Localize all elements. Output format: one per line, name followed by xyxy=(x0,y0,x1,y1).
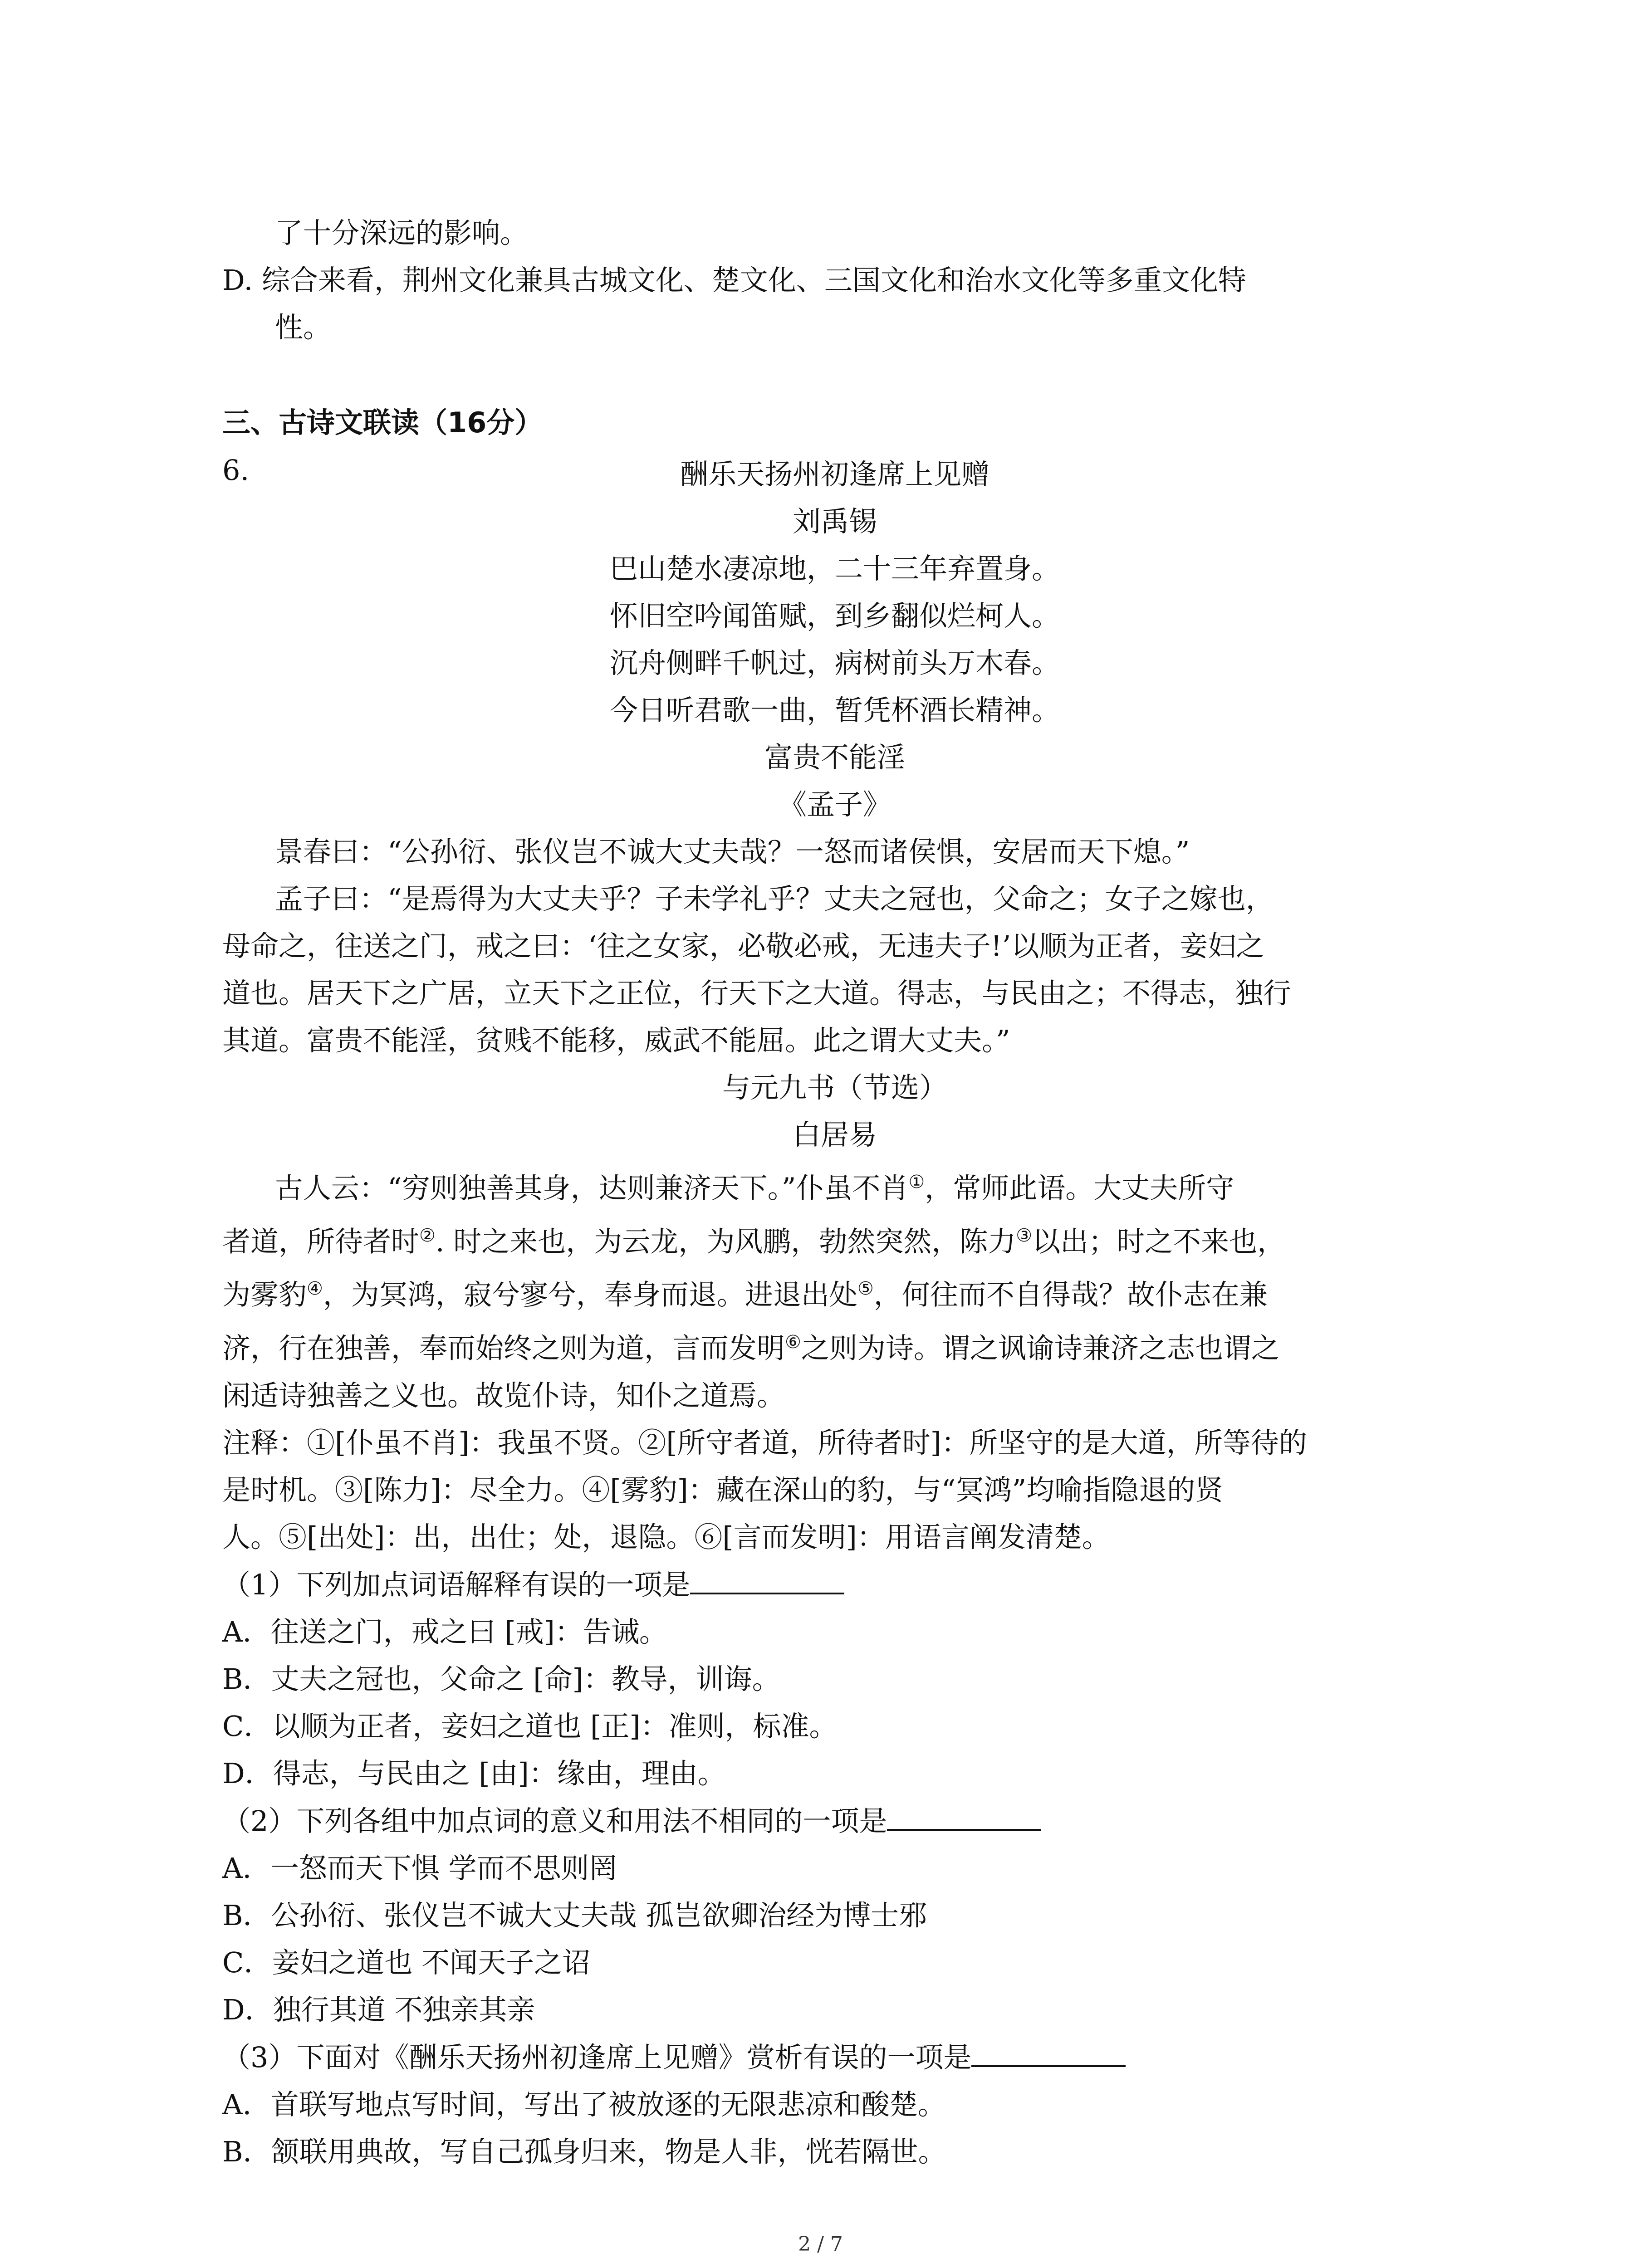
mencius-paragraph-2-line: 孟子曰：“是焉得为大丈夫乎？子未学礼乎？丈夫之冠也，父命之；女子之嫁也， xyxy=(275,882,1274,915)
poem-line: 今日听君歌一曲，暂凭杯酒长精神。 xyxy=(609,694,1060,727)
mencius-title: 富贵不能淫 xyxy=(764,741,905,774)
letter-text: . 时之来也，为云龙，为风鹏，勃然突然，陈力 xyxy=(435,1225,1016,1258)
q3-option-a: A．首联写地点写时间，写出了被放逐的无限悲凉和酸楚。 xyxy=(222,2087,946,2121)
mencius-paragraph-2-line: 道也。居天下之广居，立天下之正位，行天下之大道。得志，与民由之；不得志，独行 xyxy=(222,977,1292,1010)
letter-line xyxy=(222,1265,1447,1319)
answer-blank[interactable] xyxy=(971,2033,1126,2067)
section-heading xyxy=(222,399,1447,446)
footnote-mark: ⑥ xyxy=(785,1331,801,1353)
q3-option-b: B．颔联用典故，写自己孤身归来，物是人非，恍若隔世。 xyxy=(222,2135,946,2168)
footnote-mark: ③ xyxy=(1016,1225,1033,1246)
q3-stem-text: （3）下面对《酬乐天扬州初逢席上见赠》赏析有误的一项是 xyxy=(222,2040,972,2074)
letter-line xyxy=(222,1319,1447,1372)
q1-option-b: B．丈夫之冠也，父命之 [命]：教导，训诲。 xyxy=(222,1662,780,1696)
footnote-mark: ④ xyxy=(307,1278,323,1300)
poem-title: 酬乐天扬州初逢席上见赠 xyxy=(680,458,989,491)
option-d-line1: D. 综合来看，荆州文化兼具古城文化、楚文化、三国文化和治水文化等多重文化特 xyxy=(222,264,1246,297)
q2-option-a: A．一怒而天下惧 学而不思则罔 xyxy=(222,1851,617,1885)
option-d-line2: 性。 xyxy=(275,311,332,344)
notes-line: 人。⑤[出处]：出，出仕；处，退隐。⑥[言而发明]：用语言阐发清楚。 xyxy=(222,1520,1110,1554)
answer-blank[interactable] xyxy=(690,1561,844,1594)
letter-text: 为雾豹 xyxy=(222,1278,307,1311)
q2-stem xyxy=(222,1797,1447,1845)
letter-author: 白居易 xyxy=(792,1118,877,1151)
section-title: 三、古诗文联读（16分） xyxy=(222,406,543,439)
notes-line: 是时机。③[陈力]：尽全力。④[雾豹]：藏在深山的豹，与“冥鸿”均喻指隐退的贤 xyxy=(222,1473,1224,1506)
previous-question-tail xyxy=(222,210,1447,351)
letter-text: 古人云：“穷则独善其身，达则兼济天下。”仆虽不肖 xyxy=(275,1171,909,1205)
mencius-paragraph-1: 景春曰：“公孙衍、张仪岂不诚大丈夫哉？一怒而诸侯惧，安居而天下熄。” xyxy=(275,835,1190,868)
option-c-continuation: 了十分深远的影响。 xyxy=(275,216,529,249)
page-number: 2 / 7 xyxy=(798,2233,843,2256)
poem xyxy=(222,451,1447,2175)
letter-text: 以出；时之不来也， xyxy=(1032,1225,1286,1258)
letter-line xyxy=(222,1158,1447,1212)
q1-option-d: D．得志，与民由之 [由]：缘由，理由。 xyxy=(222,1756,726,1790)
poem-author: 刘禹锡 xyxy=(792,505,877,538)
mencius-paragraph-2-line: 其道。富贵不能淫，贫贱不能移，威武不能屈。此之谓大丈夫。” xyxy=(222,1024,1010,1057)
mencius-source: 《孟子》 xyxy=(778,788,891,821)
q3-stem xyxy=(222,2033,1447,2081)
poem-line: 巴山楚水凄凉地，二十三年弃置身。 xyxy=(609,552,1060,585)
letter-text: 之则为诗。谓之讽谕诗兼济之志也谓之 xyxy=(801,1331,1279,1365)
q2-option-b: B．公孙衍、张仪岂不诚大丈夫哉 孤岂欲卿治经为博士邪 xyxy=(222,1898,927,1932)
q2-stem-text: （2）下列各组中加点词的意义和用法不相同的一项是 xyxy=(222,1804,887,1838)
footnote-mark: ② xyxy=(419,1225,436,1246)
question-number: 6. xyxy=(222,454,250,487)
q1-option-c: C．以顺为正者，妾妇之道也 [正]：准则，标准。 xyxy=(222,1709,838,1743)
poem-line: 怀旧空吟闻笛赋，到乡翻似烂柯人。 xyxy=(609,599,1060,632)
letter-text: ，何往而不自得哉？故仆志在兼 xyxy=(873,1278,1268,1311)
q2-option-d: D．独行其道 不独亲其亲 xyxy=(222,1993,535,2026)
letter-text: 济，行在独善，奉而始终之则为道，言而发明 xyxy=(222,1331,785,1365)
letter-title: 与元九书（节选） xyxy=(722,1071,947,1104)
q2-option-c: C．妾妇之道也 不闻天子之诏 xyxy=(222,1945,591,1979)
letter-text: 者道，所待者时 xyxy=(222,1225,420,1258)
q1-option-a: A．往送之门，戒之曰 [戒]：告诫。 xyxy=(222,1615,667,1648)
q1-stem xyxy=(222,1561,1447,1608)
mencius-paragraph-2-line: 母命之，往送之门，戒之曰：‘往之女家，必敬必戒，无违夫子!’以顺为正者，妾妇之 xyxy=(222,929,1264,963)
q1-stem-text: （1）下列加点词语解释有误的一项是 xyxy=(222,1568,691,1601)
letter-text: ，为冥鸿，寂兮寥兮，奉身而退。进退出处 xyxy=(323,1278,857,1311)
letter-text: ，常师此语。大丈夫所守 xyxy=(925,1171,1234,1205)
footnote-mark: ① xyxy=(908,1172,925,1193)
letter-line xyxy=(222,1212,1447,1266)
notes-line: 注释：①[仆虽不肖]：我虽不贤。②[所守者道，所待者时]：所坚守的是大道，所等待的 xyxy=(222,1426,1307,1459)
answer-blank[interactable] xyxy=(887,1797,1041,1831)
poem-line: 沉舟侧畔千帆过，病树前头万木春。 xyxy=(609,646,1060,679)
footnote-mark: ⑤ xyxy=(857,1278,874,1300)
letter-line: 闲适诗独善之义也。故览仆诗，知仆之道焉。 xyxy=(222,1378,785,1412)
